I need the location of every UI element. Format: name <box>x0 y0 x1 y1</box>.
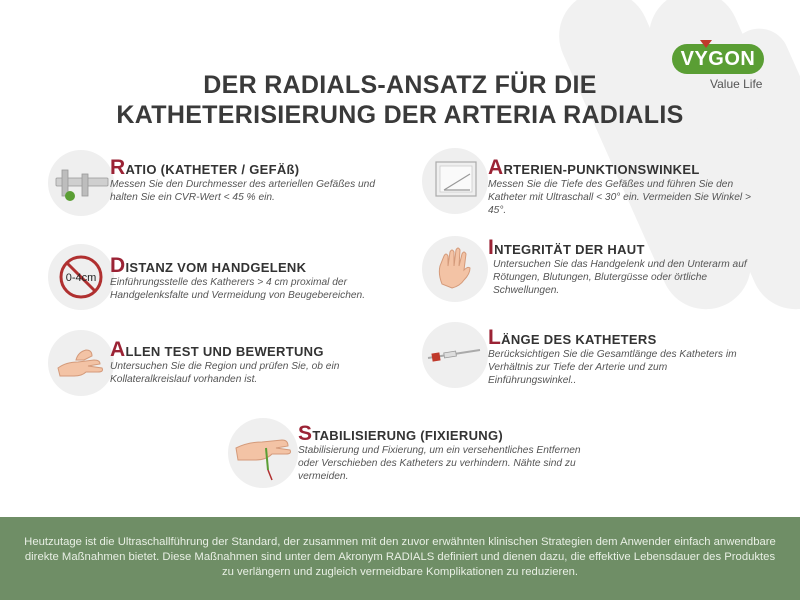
icon-label: 0-4cm <box>65 272 97 284</box>
item-initial: A <box>488 156 504 179</box>
item-initial: R <box>110 156 126 179</box>
item-heading: ÄNGE DES KATHETERS <box>501 332 657 347</box>
item-integritaet-der-haut <box>488 236 758 297</box>
item-title <box>110 156 380 179</box>
allen-test-icon <box>48 330 114 396</box>
no-4cm-icon <box>48 244 114 310</box>
catheter-icon <box>422 322 488 388</box>
item-description: Einführungsstelle des Katherers > 4 cm proximal der Handgelenksfalte und Vermeidung von Beugebereichen. <box>110 277 366 301</box>
item-description: Untersuchen Sie die Region und prüfen Sie, ob ein Kollateralkreislauf vorhanden ist. <box>110 361 340 385</box>
item-description: Messen Sie die Tiefe des Gefäßes und führen Sie den Katheter mit Ultraschall < 30° ein. Vermeiden Sie Winkel > 45°. <box>488 179 751 216</box>
item-description: Messen Sie den Durchmesser des arteriellen Gefäßes und halten Sie ein CVR-Wert < 45 % ein. <box>110 179 376 203</box>
item-laenge-des-katheters <box>488 326 758 387</box>
caliper-icon <box>48 150 114 216</box>
item-title <box>298 422 588 445</box>
item-distanz <box>110 254 380 302</box>
item-description: Stabilisierung und Fixierung, um ein versehentliches Entfernen oder Verschieben des Katheters zu verhindern. Nähte sind zu vermeiden. <box>298 445 581 482</box>
logo-triangle-icon <box>700 40 712 48</box>
footer-banner <box>0 517 800 600</box>
item-title <box>488 156 758 179</box>
item-heading: ATIO (KATHETER / GEFÄß) <box>125 162 300 177</box>
item-heading: TABILISIERUNG (FIXIERUNG) <box>312 428 504 443</box>
item-ratio <box>110 156 380 204</box>
page-title <box>60 70 740 130</box>
item-initial: D <box>110 254 126 277</box>
item-title <box>110 254 380 277</box>
footer-text: Heutzutage ist die Ultraschallführung der Standard, der zusammen mit den zuvor erwähnten klinischen Strategien dem Anwender einfach anwendbare direkte Maßnahmen bietet. Diese Maßnahmen sind unter dem Akronym RADIALS definiert und dienen dazu, die effektive Lebensdauer des Produktes zu verlängern und zugleich vermeidbare Komplikationen zu reduzieren. <box>24 536 776 578</box>
hand-icon <box>422 236 488 302</box>
title-line-2: KATHETERISIERUNG DER ARTERIA RADIALIS <box>116 101 684 129</box>
angle-icon <box>422 148 488 214</box>
item-heading: NTEGRITÄT DER HAUT <box>494 242 645 257</box>
item-title <box>488 326 758 349</box>
item-description: Berücksichtigen Sie die Gesamtlänge des Katheters im Verhältnis zur Tiefe der Arterie und zum Einführungswinkel.. <box>488 349 737 386</box>
item-initial: L <box>488 326 502 349</box>
item-initial: A <box>110 338 126 361</box>
item-heading: ISTANZ VOM HANDGELENK <box>125 260 307 275</box>
item-description: Untersuchen Sie das Handgelenk und den Unterarm auf Rötungen, Blutungen, Blutergüsse oder örtliche Schwellungen. <box>493 259 747 296</box>
item-heading: RTERIEN-PUNKTIONSWINKEL <box>503 162 700 177</box>
item-title <box>110 338 380 361</box>
fixation-icon <box>228 418 298 488</box>
item-initial: I <box>488 236 495 259</box>
item-arterien-punktionswinkel <box>488 156 758 217</box>
item-stabilisierung <box>298 422 588 483</box>
logo-tagline: Value Life <box>710 77 763 91</box>
title-line-1: DER RADIALS-ANSATZ FÜR DIE <box>203 71 597 99</box>
logo-brand: VYGON <box>672 44 764 74</box>
item-initial: S <box>298 422 313 445</box>
item-heading: LLEN TEST UND BEWERTUNG <box>125 344 324 359</box>
item-title <box>488 236 758 259</box>
item-allen-test <box>110 338 380 386</box>
